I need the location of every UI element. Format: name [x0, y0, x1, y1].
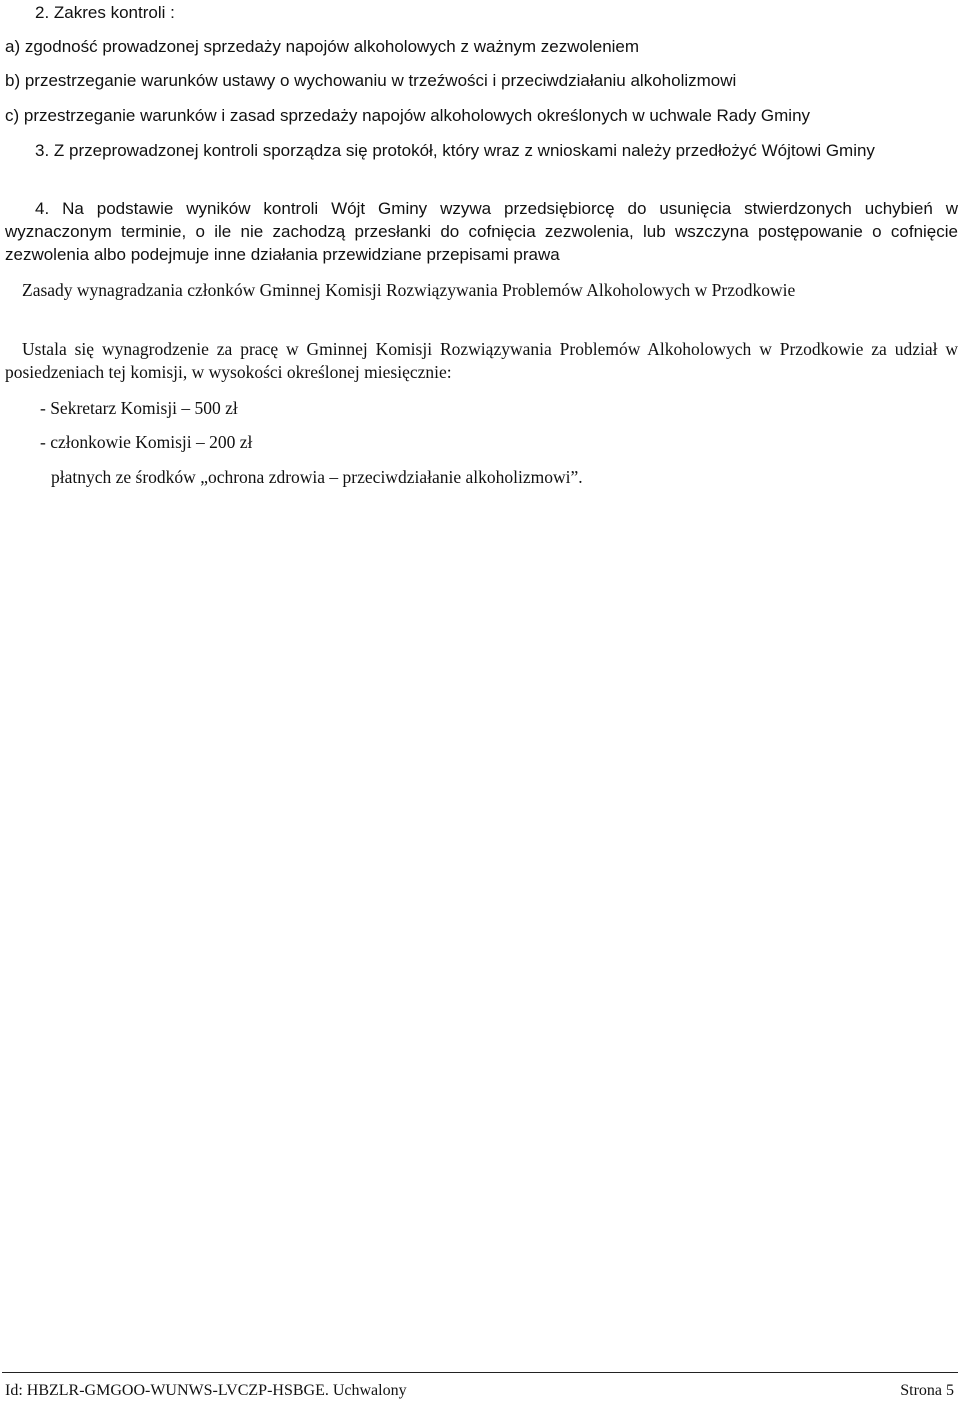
funding-source: płatnych ze środków „ochrona zdrowia – przeciwdziałanie alkoholizmowi”.: [51, 467, 583, 487]
section-3: 3. Z przeprowadzonej kontroli sporządza się protokół, który wraz z wnioskami należy przedłożyć Wójtowi Gminy: [35, 141, 875, 160]
rate-members: - członkowie Komisji – 200 zł: [40, 432, 253, 452]
compensation-heading: Zasady wynagradzania członków Gminnej Komisji Rozwiązywania Problemów Alkoholowych w Przodkowie: [22, 280, 796, 300]
page-number: Strona 5: [900, 1382, 954, 1399]
rate-secretary: - Sekretarz Komisji – 500 zł: [40, 398, 238, 418]
section-2-item-b: b) przestrzeganie warunków ustawy o wychowaniu w trzeźwości i przeciwdziałaniu alkoholizmowi: [5, 71, 737, 90]
page-footer: [5, 1381, 954, 1401]
compensation-paragraph: Ustala się wynagrodzenie za pracę w Gminnej Komisji Rozwiązywania Problemów Alkoholowych w Przodkowie za udział w posiedzeniach tej komisji, w wysokości określonej miesięcznie:: [5, 339, 958, 382]
document-id: Id: HBZLR-GMGOO-WUNWS-LVCZP-HSBGE. Uchwalony: [5, 1382, 407, 1399]
section-4: 4. Na podstawie wyników kontroli Wójt Gminy wzywa przedsiębiorcę do usunięcia stwierdzonych uchybień w wyznaczonym terminie, o ile nie zachodzą przesłanki do cofnięcia zezwolenia, lub wszczyna postępowanie o cofnięcie zezwolenia albo podejmuje inne działania przewidziane przepisami prawa: [5, 199, 958, 264]
footer-divider: [2, 1372, 958, 1373]
section-2-title: 2. Zakres kontroli :: [35, 3, 175, 22]
section-2-item-c: c) przestrzeganie warunków i zasad sprzedaży napojów alkoholowych określonych w uchwale Rady Gminy: [5, 106, 811, 125]
section-2-item-a: a) zgodność prowadzonej sprzedaży napojów alkoholowych z ważnym zezwoleniem: [5, 37, 640, 56]
